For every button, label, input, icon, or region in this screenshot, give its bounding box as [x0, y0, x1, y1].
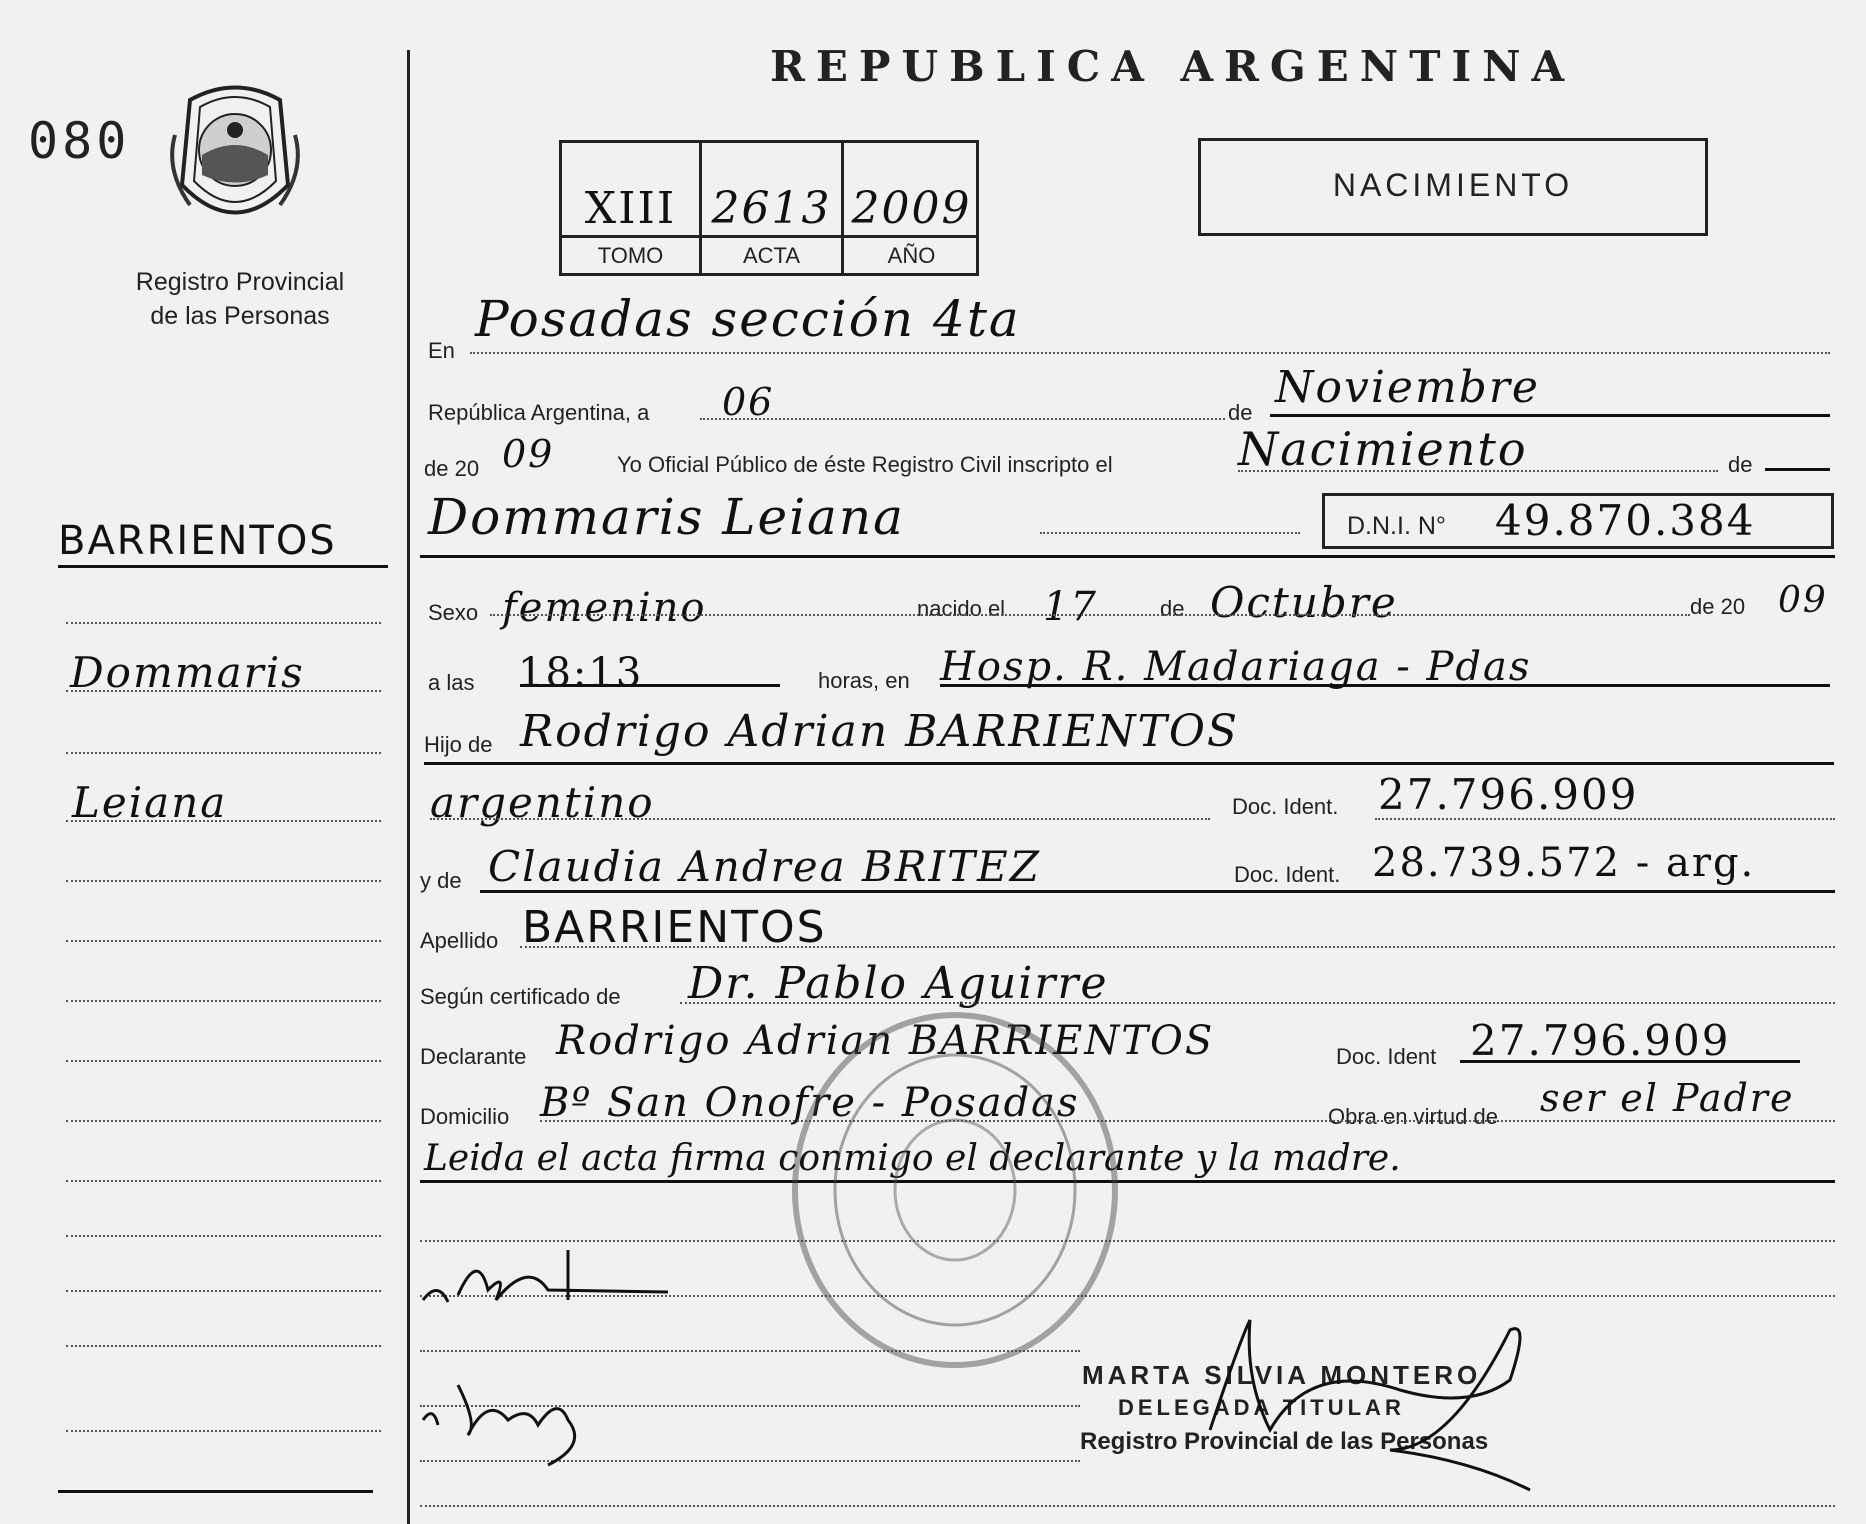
label-de-20b: de 20 — [1690, 594, 1746, 619]
label-de-end: de — [1728, 452, 1753, 477]
label-oficial: Yo Oficial Público de éste Registro Civil inscripto el — [617, 452, 1113, 477]
acta-label: ACTA — [742, 243, 801, 268]
value-nac-anio: 09 — [1778, 580, 1828, 621]
anio-label: AÑO — [887, 243, 936, 268]
label-y-de: y de — [420, 868, 462, 893]
value-nac-dia: 17 — [1043, 584, 1098, 630]
label-obra: Obra en virtud de — [1328, 1104, 1498, 1129]
value-madre: Claudia Andrea BRITEZ — [488, 842, 1041, 891]
margin-given-name-1: Dommaris — [70, 648, 305, 697]
value-sexo: femenino — [502, 585, 707, 631]
province-seal-icon — [160, 75, 310, 235]
registry-name-line1: Registro Provincial — [135, 268, 345, 296]
value-padre-doc: 27.796.909 — [1378, 770, 1639, 819]
label-nacido: nacido el — [917, 596, 1006, 621]
value-lugar: Posadas sección 4ta — [475, 290, 1021, 348]
value-domicilio: Bº San Onofre - Posadas — [540, 1080, 1080, 1126]
document-type-box — [1198, 138, 1708, 236]
value-apellido: BARRIENTOS — [522, 902, 827, 953]
label-de-mes: de — [1228, 400, 1253, 425]
column-divider — [407, 50, 410, 1524]
value-padre: Rodrigo Adrian BARRIENTOS — [520, 706, 1240, 757]
label-doc-ident-2: Doc. Ident. — [1234, 862, 1341, 887]
label-apellido: Apellido — [420, 928, 499, 953]
label-sexo: Sexo — [428, 600, 479, 625]
acta-value: 2613 — [711, 183, 832, 234]
value-obra: ser el Padre — [1540, 1076, 1795, 1120]
anio-value: 2009 — [851, 183, 972, 234]
label-segun: Según certificado de — [420, 984, 621, 1009]
value-dia: 06 — [722, 380, 775, 424]
official-title: DELEGADA TITULAR — [1118, 1395, 1405, 1420]
label-dni: D.N.I. N° — [1347, 512, 1446, 540]
tomo-label: TOMO — [597, 243, 664, 268]
official-signature-icon — [1150, 1300, 1570, 1505]
margin-surname: BARRIENTOS — [58, 518, 337, 564]
label-de-mes2: de — [1160, 596, 1185, 621]
label-en: En — [428, 338, 455, 363]
value-mes: Noviembre — [1275, 362, 1540, 413]
label-doc-ident-3: Doc. Ident — [1336, 1044, 1437, 1069]
signature-mother — [418, 1365, 608, 1479]
value-acto: Nacimiento — [1238, 422, 1528, 476]
value-madre-doc: 28.739.572 - arg. — [1372, 840, 1756, 886]
official-name: MARTA SILVIA MONTERO — [1082, 1360, 1482, 1390]
margin-underline — [58, 565, 388, 568]
value-nombre: Dommaris Leiana — [428, 488, 905, 546]
value-anio-suffix: 09 — [502, 432, 555, 476]
official-seal-stamp-icon — [785, 1005, 1125, 1375]
document-type: NACIMIENTO — [1332, 167, 1574, 203]
label-a-las: a las — [428, 670, 475, 695]
value-declarante-doc: 27.796.909 — [1470, 1016, 1731, 1065]
value-leida: Leida el acta firma conmigo el declarante y la madre. — [424, 1138, 1401, 1179]
record-number-box — [559, 140, 979, 276]
official-office: Registro Provincial de las Personas — [1080, 1428, 1489, 1455]
signature-father — [418, 1240, 688, 1324]
value-certificado: Dr. Pablo Aguirre — [688, 958, 1109, 1009]
label-hijo: Hijo de — [424, 732, 493, 757]
label-declarante: Declarante — [420, 1044, 527, 1069]
tomo-value: XIII — [584, 183, 677, 234]
label-horas: horas, en — [818, 668, 910, 693]
label-republica: República Argentina, a — [428, 400, 650, 425]
page-number: 080 — [28, 112, 131, 170]
value-declarante: Rodrigo Adrian BARRIENTOS — [556, 1018, 1215, 1064]
label-domicilio: Domicilio — [420, 1104, 510, 1129]
registry-name-line2: de las Personas — [150, 302, 330, 330]
value-nacionalidad: argentino — [430, 778, 655, 827]
label-de-20: de 20 — [424, 456, 480, 481]
label-doc-ident-1: Doc. Ident. — [1232, 794, 1339, 819]
value-dni: 49.870.384 — [1495, 496, 1756, 545]
margin-given-name-2: Leiana — [72, 778, 228, 827]
value-lugar-nac: Hosp. R. Madariaga - Pdas — [940, 644, 1532, 690]
value-hora: 18:13 — [518, 650, 644, 696]
dni-box — [1322, 493, 1834, 549]
country-title: REPUBLICA ARGENTINA — [770, 42, 1576, 91]
value-nac-mes: Octubre — [1210, 578, 1398, 627]
